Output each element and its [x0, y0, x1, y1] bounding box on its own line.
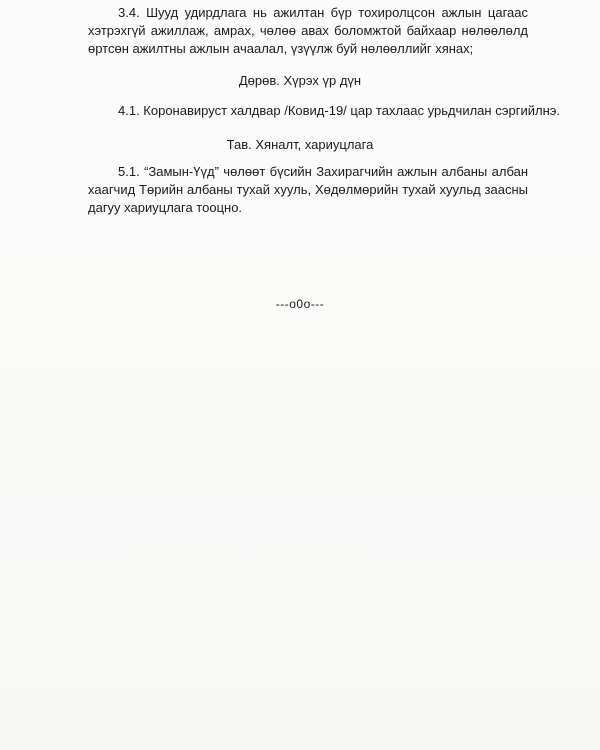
paragraph-3-4-text: 3.4. Шууд удирдлага нь ажилтан бүр тохиролцсон ажлын цагаас хэтрэхгүй ажиллаж, амрах, чөлөө авах боломжтой байхаар нөлөөлөлд өртсөн ажилтны ажлын ачаалал, үзүүлж буй нөлөөллийг хянах;: [88, 5, 528, 56]
section-heading-5: Тав. Хяналт, хариуцлага: [226, 137, 374, 152]
paragraph-3-4: [88, 4, 528, 58]
paragraph-5-1: [88, 163, 528, 217]
paragraph-4-1: 4.1. Коронавируст халдвар /Ковид-19/ цар тахлаас урьдчилан сэргийлнэ.: [118, 103, 560, 118]
section-heading-4: Дөрөв. Хүрэх үр дүн: [238, 73, 362, 88]
paragraph-5-1-text: 5.1. “Замын-Үүд” чөлөөт бүсийн Захирагчийн ажлын албаны албан хаагчид Төрийн албаны тухай хууль, Хөдөлмөрийн тухай хуульд заасны дагуу хариуцлага тооцно.: [88, 164, 528, 215]
document-end-mark: ---o0o---: [275, 297, 325, 311]
